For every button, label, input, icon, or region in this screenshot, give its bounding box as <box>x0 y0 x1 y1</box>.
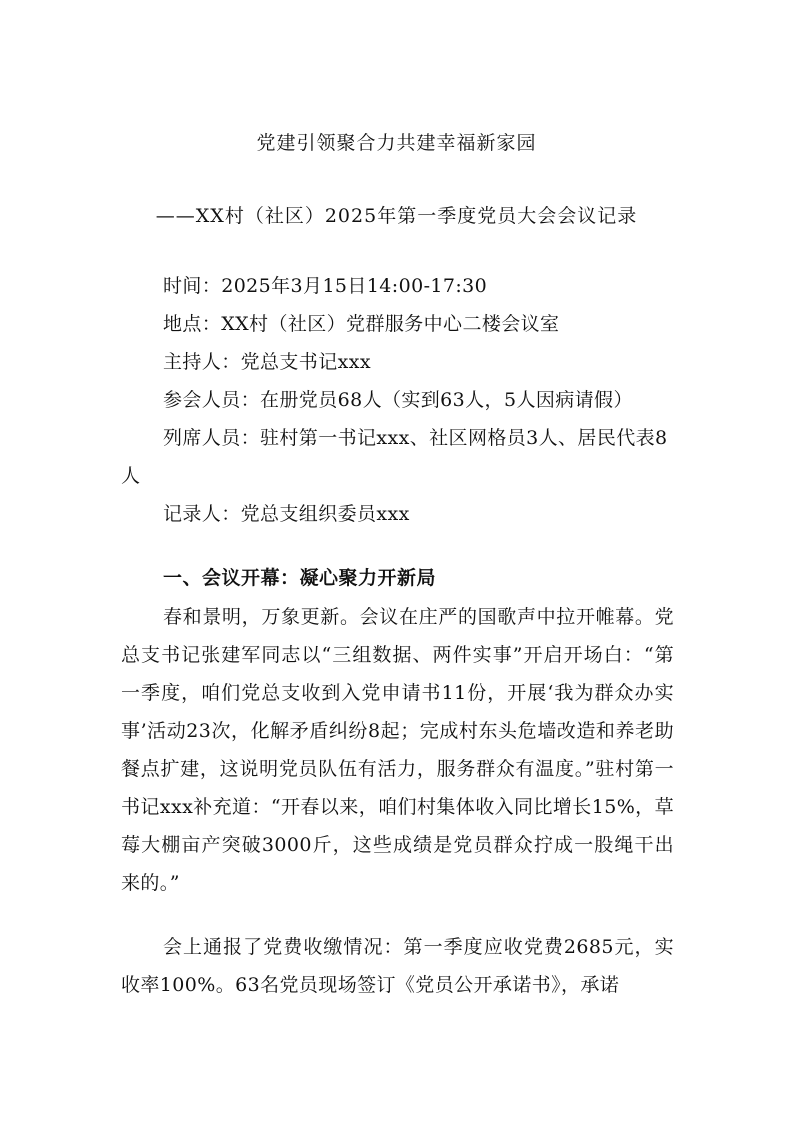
meeting-meta <box>121 267 674 533</box>
paragraph-text: 春和景明，万象更新。会议在庄严的国歌声中拉开帷幕。党总支书记张建军同志以“三组数据、两件实事”开启开场白：“第一季度，咱们党总支收到入党申请书11份，开展‘我为群众办实事’活动23次，化解矛盾纠纷8起；完成村东头危墙改造和养老助餐点扩建，这说明党员队伍有活力，服务群众有温度。”驻村第一书记xxx补充道：“开春以来，咱们村集体收入同比增长15%，草莓大棚亩产突破3000斤，这些成绩是党员群众拧成一股绳干出来的。” <box>121 606 674 894</box>
document-subtitle: ——XX村（社区）2025年第一季度党员大会会议记录 <box>155 205 638 227</box>
meta-observers: 列席人员：驻村第一书记xxx、社区网格员3人、居民代表8人 <box>121 427 668 487</box>
meta-time: 时间：2025年3月15日14:00-17:30 <box>163 275 488 297</box>
meta-attendees: 参会人员：在册党员68人（实到63人，5人因病请假） <box>163 389 633 411</box>
paragraph-opening <box>121 598 674 902</box>
meta-location: 地点：XX村（社区）党群服务中心二楼会议室 <box>163 313 560 335</box>
paragraph-dues <box>121 928 674 1004</box>
paragraph-text: 会上通报了党费收缴情况：第一季度应收党费2685元，实收率100%。63名党员现场签订《党员公开承诺书》，承诺 <box>121 936 674 996</box>
meta-recorder: 记录人：党总支组织委员xxx <box>163 503 410 525</box>
document-title: 党建引领聚合力共建幸福新家园 <box>256 132 537 154</box>
section-heading: 一、会议开幕：凝心聚力开新局 <box>163 567 437 589</box>
meta-host: 主持人：党总支书记xxx <box>163 351 371 373</box>
